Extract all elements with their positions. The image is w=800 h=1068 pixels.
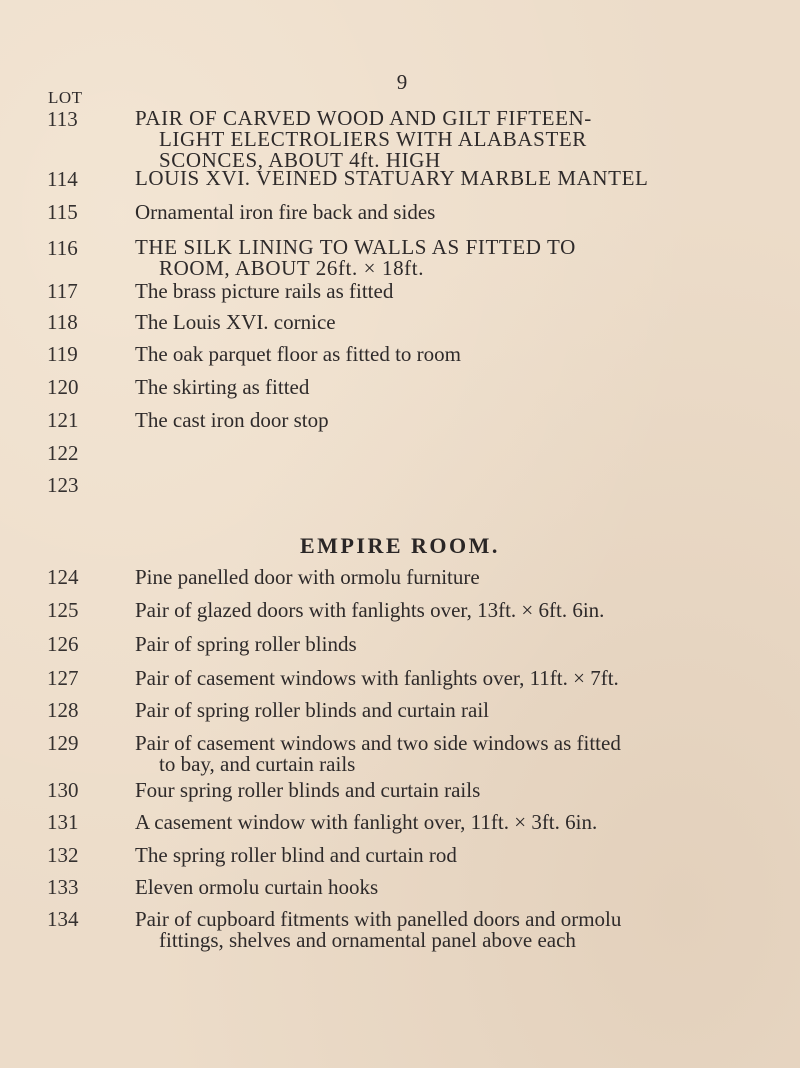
description-line: Pair of spring roller blinds <box>135 632 357 656</box>
description-line: Pair of spring roller blinds and curtain rail <box>135 698 489 722</box>
description-line: The spring roller blind and curtain rod <box>135 843 457 867</box>
description-line: The skirting as fitted <box>135 375 310 399</box>
description-line: LIGHT ELECTROLIERS WITH ALABASTER <box>159 127 587 151</box>
description-line: ROOM, ABOUT 26ft. × 18ft. <box>159 256 425 280</box>
lot-description <box>135 108 775 171</box>
lot-description <box>135 877 775 898</box>
lot-description <box>135 202 775 223</box>
lot-number: 118 <box>47 310 78 334</box>
lot-number: 115 <box>47 200 78 224</box>
lot-number: 121 <box>47 408 79 432</box>
description-line: Pair of casement windows and two side windows as fitted <box>135 731 621 755</box>
lot-number: 124 <box>47 565 79 589</box>
lot-description <box>135 700 775 721</box>
lot-description <box>135 281 775 302</box>
lot-number: 123 <box>47 473 79 497</box>
description-line: PAIR OF CARVED WOOD AND GILT FIFTEEN- <box>135 106 592 130</box>
lot-description <box>135 312 775 333</box>
description-line: LOUIS XVI. VEINED STATUARY MARBLE MANTEL <box>135 166 649 190</box>
lot-description <box>135 780 775 801</box>
lot-description <box>135 237 775 279</box>
description-line: The cast iron door stop <box>135 408 329 432</box>
lot-number: 130 <box>47 778 79 802</box>
lot-number: 133 <box>47 875 79 899</box>
description-line: Four spring roller blinds and curtain rails <box>135 778 481 802</box>
lot-description <box>135 377 775 398</box>
section-heading: EMPIRE ROOM. <box>300 533 500 558</box>
lot-number: 129 <box>47 731 79 755</box>
lot-number: 128 <box>47 698 79 722</box>
lot-number: 126 <box>47 632 79 656</box>
lot-description <box>135 600 775 621</box>
description-line: A casement window with fanlight over, 11ft. × 3ft. 6in. <box>135 810 598 834</box>
page-number: 9 <box>396 70 408 94</box>
description-line: Eleven ormolu curtain hooks <box>135 875 379 899</box>
description-line: Pair of glazed doors with fanlights over, 13ft. × 6ft. 6in. <box>135 598 605 622</box>
lot-description <box>135 168 775 189</box>
lot-description <box>135 909 775 951</box>
description-line: The oak parquet floor as fitted to room <box>135 342 461 366</box>
lot-number: 120 <box>47 375 79 399</box>
lot-number: 114 <box>47 167 78 191</box>
lot-description <box>135 567 775 588</box>
description-line: THE SILK LINING TO WALLS AS FITTED TO <box>135 235 576 259</box>
description-line: Pair of casement windows with fanlights over, 11ft. × 7ft. <box>135 666 619 690</box>
lot-description <box>135 634 775 655</box>
description-line: Pine panelled door with ormolu furniture <box>135 565 480 589</box>
lot-description <box>135 733 775 775</box>
lot-description <box>135 812 775 833</box>
description-line: Ornamental iron fire back and sides <box>135 200 436 224</box>
lot-column-header: LOT <box>48 88 83 107</box>
lot-number: 116 <box>47 236 78 260</box>
description-line: SCONCES, ABOUT 4ft. HIGH <box>159 148 441 172</box>
lot-description <box>135 668 775 689</box>
lot-number: 122 <box>47 441 79 465</box>
lot-description <box>135 344 775 365</box>
lot-number: 117 <box>47 279 78 303</box>
lot-description <box>135 845 775 866</box>
lot-number: 132 <box>47 843 79 867</box>
description-line: Pair of cupboard fitments with panelled doors and ormolu <box>135 907 622 931</box>
lot-number: 125 <box>47 598 79 622</box>
description-line: The Louis XVI. cornice <box>135 310 336 334</box>
lot-number: 127 <box>47 666 79 690</box>
lot-number: 113 <box>47 107 78 131</box>
lot-number: 119 <box>47 342 78 366</box>
description-line: The brass picture rails as fitted <box>135 279 394 303</box>
lot-number: 131 <box>47 810 79 834</box>
description-line: to bay, and curtain rails <box>159 752 356 776</box>
description-line: fittings, shelves and ornamental panel above each <box>159 928 576 952</box>
lot-description <box>135 410 775 431</box>
lot-number: 134 <box>47 907 79 931</box>
